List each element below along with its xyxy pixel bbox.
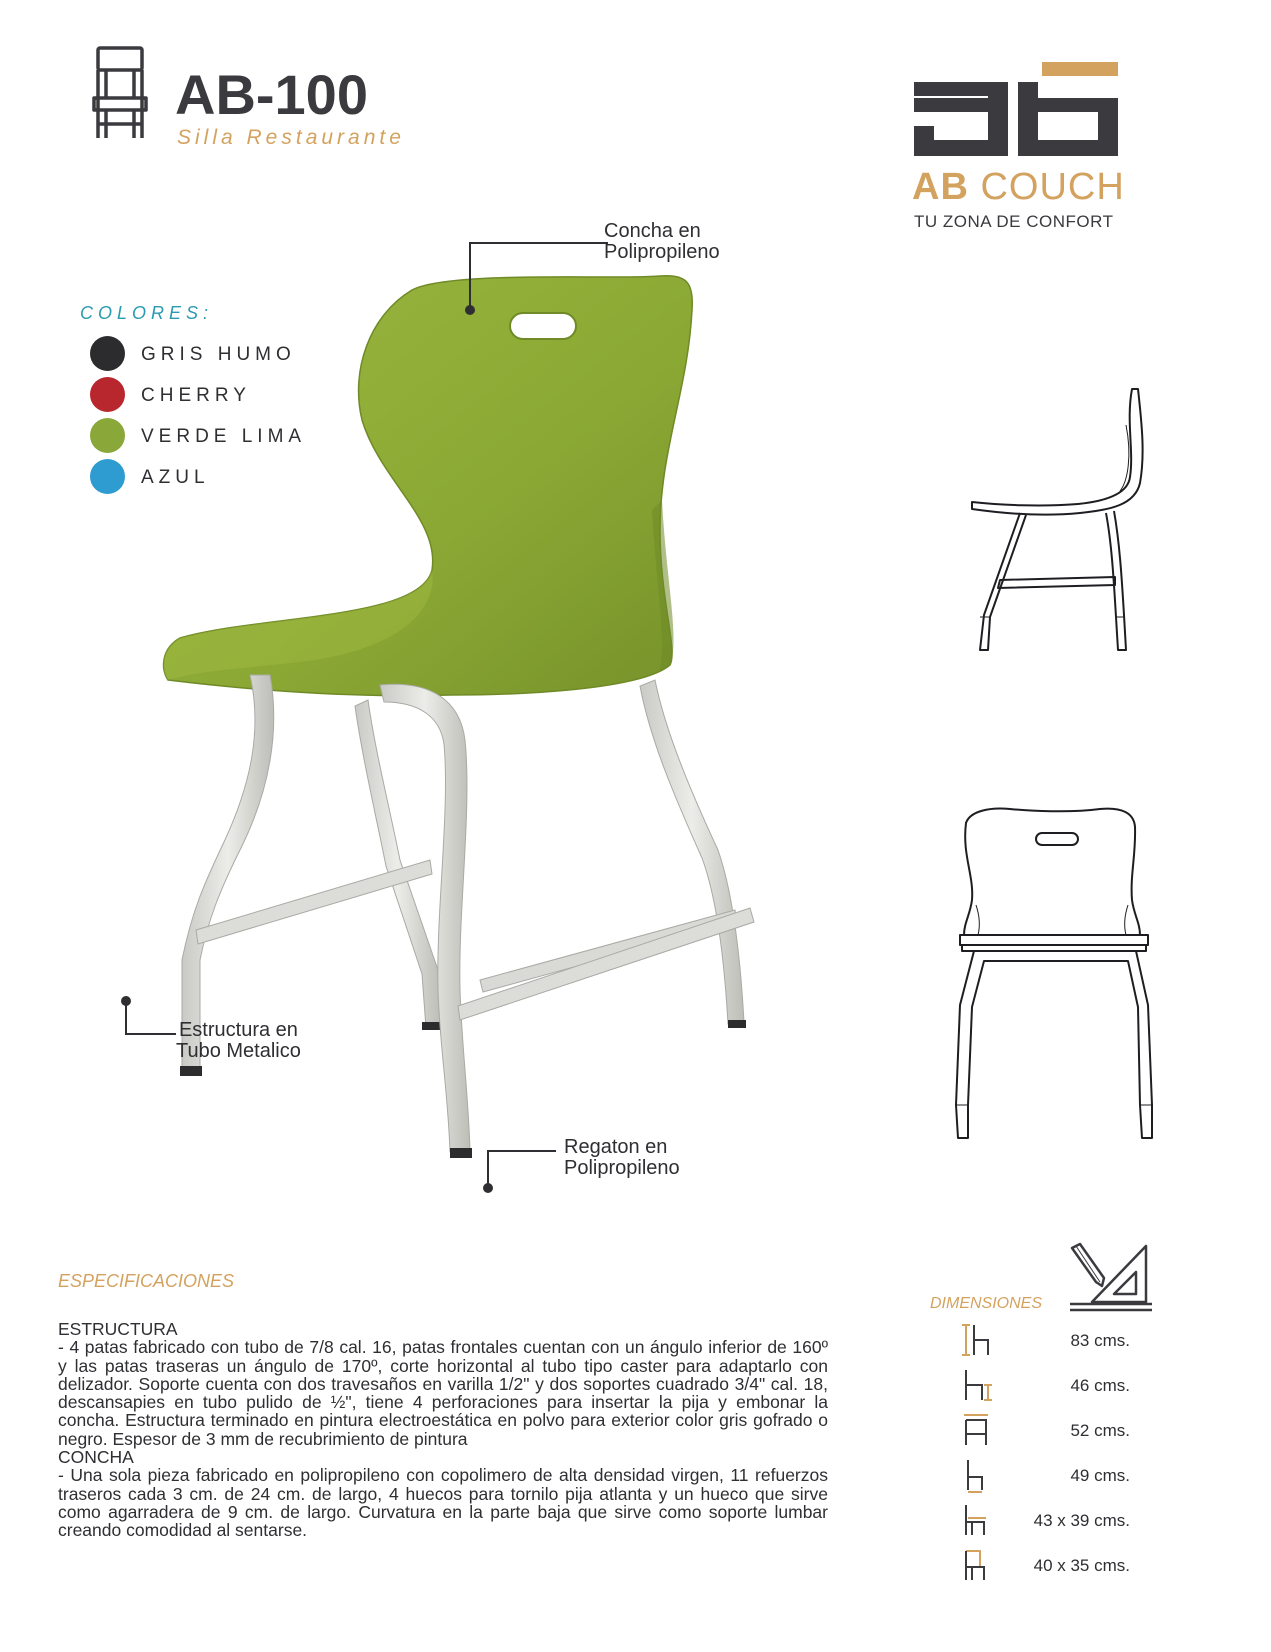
specs-structure-heading: ESTRUCTURA: [58, 1319, 178, 1339]
color-label-cherry: CHERRY: [141, 385, 251, 406]
dimension-value-depth: 49 cms.: [1070, 1466, 1130, 1485]
drafting-tools-icon: [1066, 1242, 1156, 1317]
total-height-icon: [960, 1322, 994, 1358]
callout-foot-line1: Regaton en: [564, 1136, 668, 1158]
callout-leader-structure: [118, 996, 178, 1041]
brand-name: [912, 166, 1125, 209]
callout-structure: [176, 1020, 301, 1062]
chair-photo: [100, 270, 840, 1210]
colors-title: COLORES:: [80, 303, 214, 323]
brand-name-rest: COUCH: [968, 166, 1125, 208]
brand-tagline: TU ZONA DE CONFORT: [914, 212, 1114, 231]
color-label-gris-humo: GRIS HUMO: [141, 344, 296, 365]
callout-leader-foot: [478, 1144, 558, 1194]
depth-icon: [960, 1457, 994, 1493]
seat-size-icon: [960, 1502, 994, 1538]
chair-side-view-drawing: [960, 385, 1160, 655]
product-code: AB-100: [175, 63, 368, 126]
dimension-value-width: 52 cms.: [1070, 1421, 1130, 1440]
dimension-value-total-height: 83 cms.: [1070, 1331, 1130, 1350]
callout-foot: [564, 1137, 680, 1179]
callout-structure-line2: Tubo Metalico: [176, 1040, 301, 1062]
brand-name-bold: AB: [912, 166, 969, 208]
color-label-azul: AZUL: [141, 467, 210, 488]
dimension-value-seat-size: 43 x 39 cms.: [1033, 1511, 1130, 1530]
dimension-value-backrest-size: 40 x 35 cms.: [1033, 1556, 1130, 1575]
specs-shell-text: - Una sola pieza fabricado en polipropileno con copolimero de alta densidad virgen, 11 refuerzos traseros cada 3 cm. de 24 cm. de largo, 4 huecos para tornilo pija atlanta y un hueco que sirve como agarradera de 9 cm. de largo. Curvatura en la parte baja que sirve como soporte lumbar creando comodidad al sentarse.: [58, 1465, 828, 1541]
callout-structure-line1: Estructura en: [178, 1019, 298, 1041]
dimension-value-seat-height: 46 cms.: [1070, 1376, 1130, 1395]
callout-leader-shell: [460, 236, 610, 316]
specs-title: ESPECIFICACIONES: [58, 1271, 235, 1291]
width-icon: [960, 1412, 994, 1448]
callout-foot-line2: Polipropileno: [564, 1157, 680, 1179]
chair-icon: [92, 46, 148, 140]
dimension-row-seat-height: [960, 1367, 1130, 1403]
color-label-verde-lima: VERDE LIMA: [141, 426, 307, 447]
callout-shell: [604, 221, 720, 263]
dimension-row-total-height: [960, 1322, 1130, 1358]
specs-structure-text: - 4 patas fabricado con tubo de 7/8 cal. 16, patas frontales cuentan con un ángulo inferior de 160º y las patas traseras un ángulo de 170º, corte horizontal al tubo tipo caster para adaptarlo con delizador. Soporte cuenta con dos travesaños en varilla 1/2" y dos soportes cuadrado 3/4" cal. 18, descansapies en tubo pulido de ½", tiene 4 perforaciones para insertar la pija y embonar la concha. Estructura terminado en pintura electroestática en polvo para exterior color gris gofrado o negro. Espesor de 3 mm de recubrimiento de pintura: [58, 1337, 828, 1449]
dimension-row-backrest-size: [960, 1547, 1130, 1583]
callout-shell-line2: Polipropileno: [604, 241, 720, 263]
product-subtitle: Silla Restaurante: [177, 126, 405, 149]
dimension-row-seat-size: [960, 1502, 1130, 1538]
backrest-size-icon: [960, 1547, 994, 1583]
specs-shell-heading: CONCHA: [58, 1447, 134, 1468]
dimension-row-depth: [960, 1457, 1130, 1493]
callout-shell-line1: Concha en: [604, 220, 701, 242]
seat-height-icon: [960, 1367, 994, 1403]
dimensions-title: DIMENSIONES: [930, 1295, 1043, 1312]
specs-body: [58, 1320, 828, 1540]
ab-logo-icon: [914, 62, 1120, 158]
chair-front-view-drawing: [950, 805, 1180, 1140]
dimension-row-width: [960, 1412, 1130, 1448]
